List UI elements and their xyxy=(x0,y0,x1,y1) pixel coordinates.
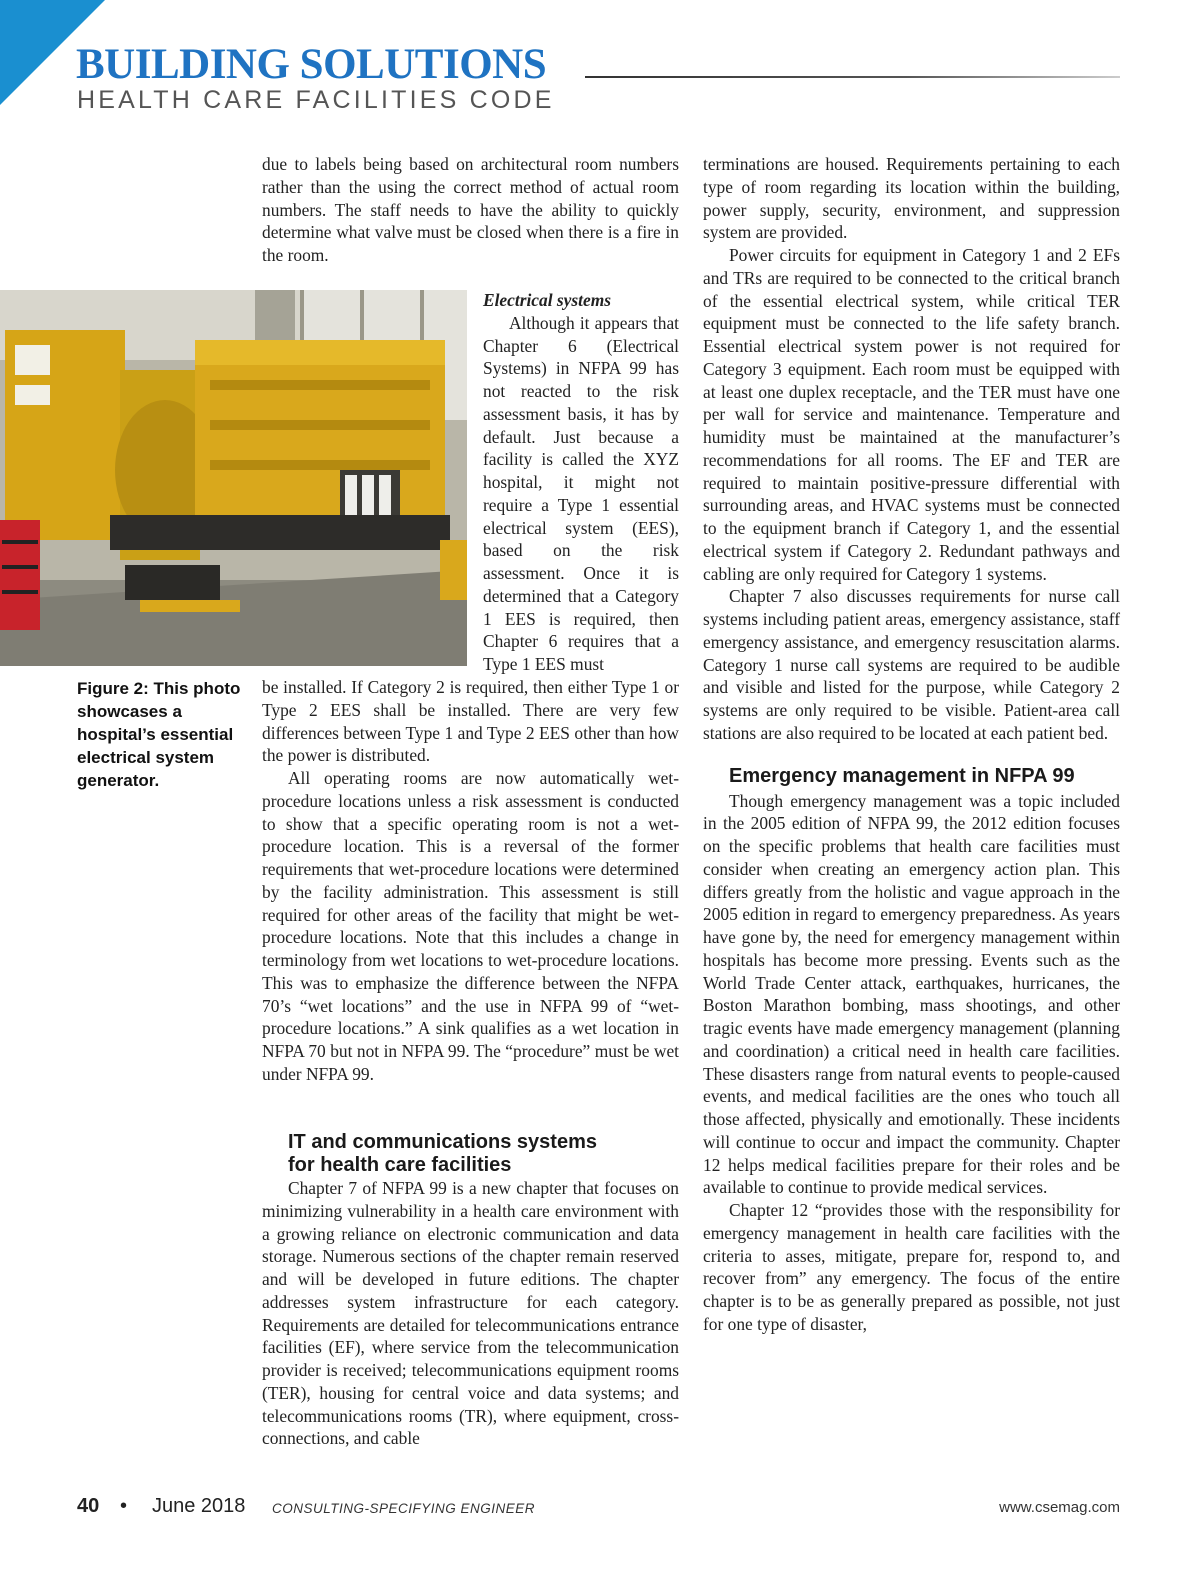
website-url[interactable]: www.csemag.com xyxy=(999,1499,1120,1516)
article-column-middle xyxy=(262,676,679,1086)
footer-bullet: • xyxy=(120,1495,128,1517)
electrical-systems-heading: Electrical systems xyxy=(483,290,611,310)
header-rule xyxy=(585,76,1120,78)
paragraph: Chapter 7 also discusses requirements for nurse call systems including patient areas, emergency assistance, staff emergency assistance, and emergency resuscitation alarms. Category 1 nurse call systems are required to be audible and visible and listed for the purpose, while Category 2 systems are only required to be visible. Patient-area call stations are also required to be located at each patient bed. xyxy=(703,586,1120,743)
it-heading-line1: IT and communications systems xyxy=(288,1131,597,1153)
paragraph: be installed. If Category 2 is required, then either Type 1 or Type 2 EES shall be installed. There are very few differences between Type 1 and Type 2 EES other than how the power is distributed. xyxy=(262,677,679,766)
article-column-middle-top xyxy=(262,153,679,267)
article-column-middle-bottom xyxy=(262,1131,679,1450)
paragraph: due to labels being based on architectural room numbers rather than the using the correct method of actual room numbers. The staff needs to have the ability to quickly determine what valve must be closed when there is a fire in the room. xyxy=(262,154,679,265)
paragraph: Although it appears that Chapter 6 (Electrical Systems) in NFPA 99 has not reacted to the risk assessment basis, it has by default. Just because a facility is called the XYZ hospital, it might not require a Type 1 essential electrical system (EES), based on the risk assessment. Once it is determined that a Category 1 EES is required, then Chapter 6 requires that a Type 1 EES must xyxy=(483,312,679,674)
page-number: 40 xyxy=(77,1495,100,1517)
paragraph: terminations are housed. Requirements pertaining to each type of room regarding its location within the building, power supply, security, environment, and suppression system are provided. xyxy=(703,154,1120,243)
paragraph: Power circuits for equipment in Category 1 and 2 EFs and TRs are required to be connected to the critical branch of the essential electrical system, while critical TER equipment must be connected to the life safety branch. Essential electrical system power is not required for Category 3 equipment. Each room must be equipped with at least one duplex receptacle, and the TER must have one per wall for service and maintenance. Temperature and humidity must be maintained at the manufacturer’s recommendations for all rooms. The EF and TER are required to maintain positive-pressure differential with surrounding areas, and HVAC systems must be connected to the equipment branch if Category 1, and the essential electrical system if Category 2. Redundant pathways and cabling are only required for Category 1 systems. xyxy=(703,245,1120,584)
article-column-narrow xyxy=(483,289,679,676)
section-subtitle: HEALTH CARE FACILITIES CODE xyxy=(77,86,555,114)
it-heading-line2: for health care facilities xyxy=(288,1154,512,1176)
page-footer xyxy=(0,1495,1200,1525)
article-column-right xyxy=(703,153,1120,1336)
magazine-name: CONSULTING-SPECIFYING ENGINEER xyxy=(272,1501,536,1516)
paragraph: All operating rooms are now automatically wet-procedure locations unless a risk assessment is conducted to show that a specific operating room is not a wet-procedure location. This is a reversal of the former requirements that wet-procedure locations were determined by the facility administration. This assessment is still required for other areas of the facility that might be wet-procedure locations. Note that this includes a change in terminology from wet locations to wet-procedure locations. This was to emphasize the difference between the NFPA 70’s “wet locations” and the use in NFPA 99 of “wet-procedure locations.” A sink qualifies as a wet location in NFPA 70 but not in NFPA 99. The “procedure” must be wet under NFPA 99. xyxy=(262,768,679,1084)
figure-caption: Figure 2: This photo showcases a hospital’s essential electrical system generator. xyxy=(77,679,241,790)
emergency-management-heading: Emergency management in NFPA 99 xyxy=(729,764,1075,787)
issue-date: June 2018 xyxy=(152,1495,246,1517)
section-title: BUILDING SOLUTIONS xyxy=(76,41,547,88)
paragraph: Chapter 12 “provides those with the responsibility for emergency management in health care facilities with the criteria to asses, mitigate, prepare for, respond to, and recover from” any emergency. The focus of the entire chapter is to be as generally prepared as possible, not just for one type of disaster, xyxy=(703,1200,1120,1334)
paragraph: Chapter 7 of NFPA 99 is a new chapter that focuses on minimizing vulnerability in a health care environment with a growing reliance on electronic communication and data storage. Numerous sections of the chapter remain reserved and will be developed in future editions. The chapter addresses system infrastructure for each category. Requirements are detailed for telecommunications entrance facilities (EF), where service from the telecommunication provider is received; telecommunications equipment rooms (TER), housing for central voice and data systems; and telecommunications rooms (TR), where equipment, cross-connections, and cable xyxy=(262,1178,679,1449)
paragraph: Though emergency management was a topic included in the 2005 edition of NFPA 99, the 2012 edition focuses on the specific problems that health care facilities must consider when creating an emergency action plan. This differs greatly from the holistic and vague approach in the 2005 edition in regard to emergency preparedness. As years have gone by, the need for emergency management within hospitals has become more pressing. Events such as the World Trade Center attack, earthquakes, hurricanes, the Boston Marathon bombing, mass shootings, and other tragic events have made emergency management (planning and coordination) a critical need in health care facilities. These disasters range from natural events to people-caused events, and medical facilities are the ones who touch all those affected, physically and emotionally. These incidents will continue to occur and impact the community. Chapter 12 helps medical facilities prepare for their roles and be available to continue to provide medical services. xyxy=(703,790,1120,1198)
generator-photo xyxy=(0,290,467,666)
